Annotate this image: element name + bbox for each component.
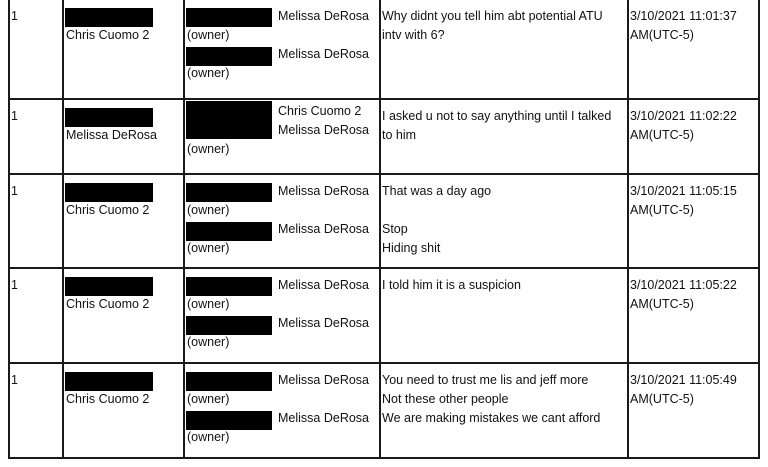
recipient-name: Chris Cuomo 2: [278, 104, 362, 118]
timestamp: AM(UTC-5): [630, 128, 694, 142]
row-number: 1: [11, 184, 18, 198]
timestamp: 3/10/2021 11:05:49: [630, 373, 737, 387]
message-text: Stop: [382, 222, 408, 236]
sender-name: Chris Cuomo 2: [66, 392, 150, 406]
recipient-name: Melissa DeRosa: [278, 47, 370, 61]
row-divider: [8, 98, 760, 100]
message-text: I told him it is a suspicion: [382, 278, 521, 292]
timestamp: AM(UTC-5): [630, 203, 694, 217]
timestamp: 3/10/2021 11:05:15: [630, 184, 737, 198]
message-text: You need to trust me lis and jeff more: [382, 373, 589, 387]
row-divider: [8, 267, 760, 269]
timestamp: AM(UTC-5): [630, 392, 694, 406]
message-text: That was a day ago: [382, 184, 492, 198]
column-divider: [379, 0, 381, 459]
table-border-bottom: [8, 457, 760, 459]
redaction-bar: [186, 372, 272, 391]
recipient-role: (owner): [187, 66, 230, 80]
timestamp: 3/10/2021 11:01:37: [630, 9, 737, 23]
recipient-name: Melissa DeRosa: [278, 278, 370, 292]
row-number: 1: [11, 278, 18, 292]
message-text: Hiding shit: [382, 241, 441, 255]
sender-name: Melissa DeRosa: [66, 128, 158, 142]
recipient-name: Melissa DeRosa: [278, 222, 370, 236]
row-number: 1: [11, 9, 18, 23]
timestamp: 3/10/2021 11:05:22: [630, 278, 737, 292]
message-text: Not these other people: [382, 392, 509, 406]
message-log-table: [8, 0, 760, 459]
column-divider: [62, 0, 64, 459]
sender-name: Chris Cuomo 2: [66, 203, 150, 217]
sender-name: Chris Cuomo 2: [66, 28, 150, 42]
timestamp: 3/10/2021 11:02:22: [630, 109, 737, 123]
recipient-role: (owner): [187, 335, 230, 349]
recipient-name: Melissa DeRosa: [278, 411, 370, 425]
recipient-role: (owner): [187, 28, 230, 42]
recipient-name: Melissa DeRosa: [278, 316, 370, 330]
redaction-bar: [186, 277, 272, 296]
recipient-name: Melissa DeRosa: [278, 9, 370, 23]
recipient-role: (owner): [187, 142, 230, 156]
column-divider: [183, 0, 185, 459]
redaction-bar: [65, 183, 153, 202]
message-text: to him: [382, 128, 417, 142]
recipient-role: (owner): [187, 297, 230, 311]
recipient-role: (owner): [187, 392, 230, 406]
redaction-bar: [65, 277, 153, 296]
redaction-bar: [65, 108, 153, 127]
recipient-name: Melissa DeRosa: [278, 123, 370, 137]
timestamp: AM(UTC-5): [630, 297, 694, 311]
row-number: 1: [11, 373, 18, 387]
row-number: 1: [11, 109, 18, 123]
sender-name: Chris Cuomo 2: [66, 297, 150, 311]
recipient-name: Melissa DeRosa: [278, 373, 370, 387]
redaction-bar: [186, 101, 272, 139]
redaction-bar: [65, 8, 153, 27]
redaction-bar: [65, 372, 153, 391]
recipient-role: (owner): [187, 241, 230, 255]
message-text: I asked u not to say anything until I talked: [382, 109, 612, 123]
recipient-name: Melissa DeRosa: [278, 184, 370, 198]
redaction-bar: [186, 183, 272, 202]
row-divider: [8, 173, 760, 175]
recipient-role: (owner): [187, 430, 230, 444]
row-divider: [8, 362, 760, 364]
recipient-role: (owner): [187, 203, 230, 217]
message-text: Why didnt you tell him abt potential ATU: [382, 9, 603, 23]
redaction-bar: [186, 8, 272, 27]
message-text: We are making mistakes we cant afford: [382, 411, 601, 425]
message-text: intv with 6?: [382, 28, 445, 42]
timestamp: AM(UTC-5): [630, 28, 694, 42]
table-border-left: [8, 0, 10, 459]
table-border-right: [758, 0, 760, 459]
